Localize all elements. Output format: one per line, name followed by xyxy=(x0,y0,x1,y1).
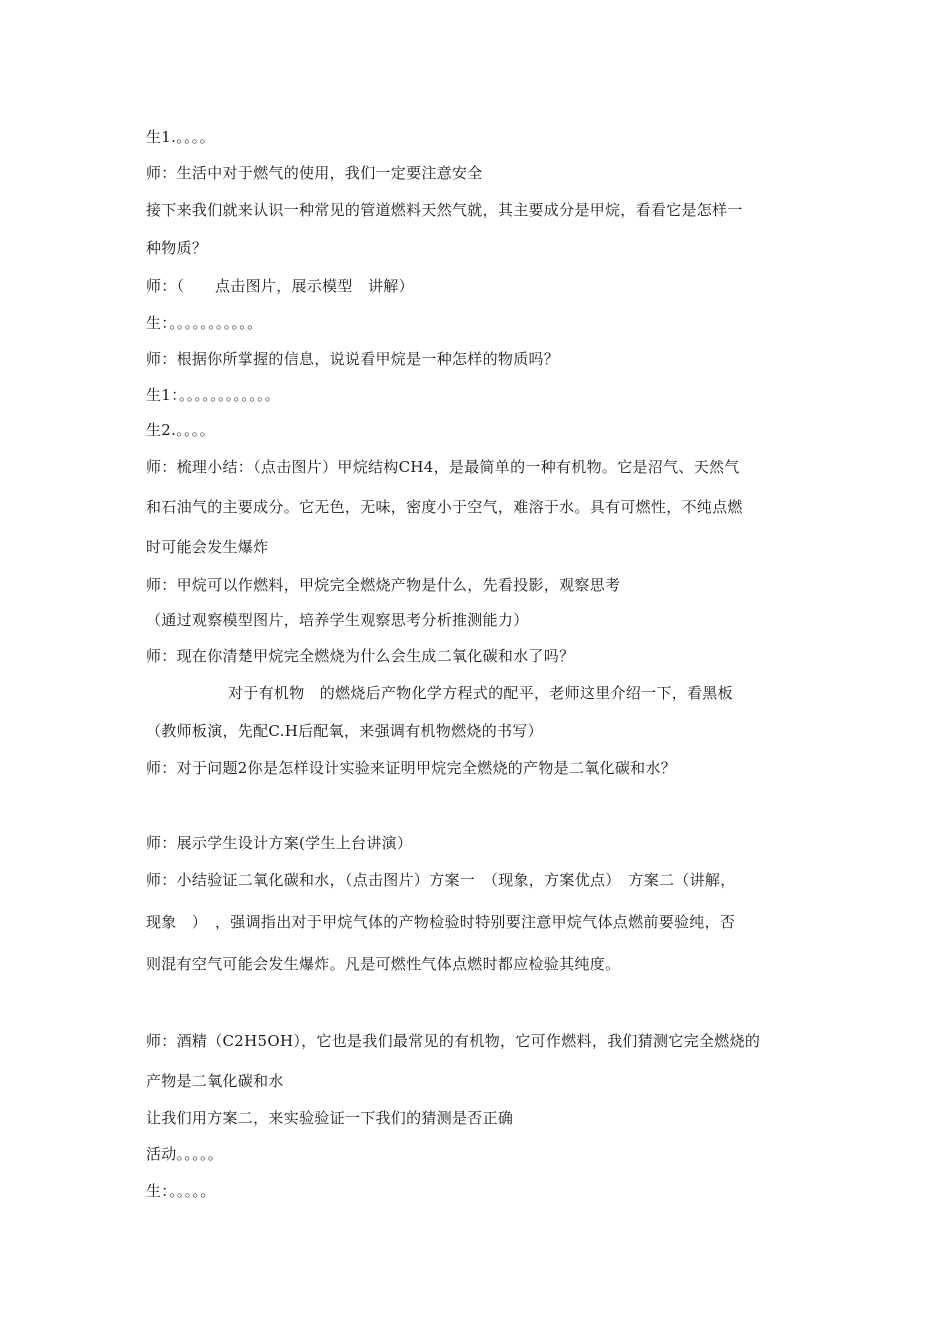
text-line: 师：对于问题2你是怎样设计实验来证明甲烷完全燃烧的产物是二氧化碳和水？ xyxy=(146,759,677,777)
text-line: （教师板演，先配C.H后配氧，来强调有机物燃烧的书写） xyxy=(146,722,543,740)
text-line: 则混有空气可能会发生爆炸。凡是可燃性气体点燃时都应检验其纯度。 xyxy=(146,955,621,973)
text-line: （通过观察模型图片，培养学生观察思考分析推测能力） xyxy=(146,611,529,629)
text-line: 时可能会发生爆炸 xyxy=(146,538,269,556)
text-line: 师：展示学生设计方案(学生上台讲演） xyxy=(146,834,413,852)
text-line: 师：小结验证二氧化碳和水，（点击图片）方案一 （现象，方案优点） 方案二（讲解， xyxy=(146,871,736,889)
text-line: 师：现在你清楚甲烷完全燃烧为什么会生成二氧化碳和水了吗？ xyxy=(146,647,575,665)
text-line: 让我们用方案二，来实验验证一下我们的猜测是否正确 xyxy=(146,1109,514,1127)
text-line: 师：酒精（C2H5OH），它也是我们最常见的有机物，它可作燃料，我们猜测它完全燃烧的 xyxy=(146,1032,761,1050)
text-line: 生：。。。。。。。。。。。 xyxy=(146,314,263,332)
text-line: 师：（ 点击图片，展示模型 讲解） xyxy=(146,277,414,295)
text-line: 师：甲烷可以作燃料，甲烷完全燃烧产物是什么，先看投影，观察思考 xyxy=(146,576,621,594)
text-line: 接下来我们就来认识一种常见的管道燃料天然气就，其主要成分是甲烷，看看它是怎样一 xyxy=(146,201,743,219)
text-line: 生1：。。。。。。。。。。。。 xyxy=(146,386,281,404)
text-line: 活动。。。。。 xyxy=(146,1145,224,1163)
text-line: 种物质？ xyxy=(146,239,208,257)
text-line: 生2.。。。。 xyxy=(146,421,215,439)
text-line: 生：。。。。。 xyxy=(146,1182,216,1200)
text-line: 生1.。。。。 xyxy=(146,128,215,146)
text-line: 师：生活中对于燃气的使用，我们一定要注意安全 xyxy=(146,164,483,182)
text-line: 产物是二氧化碳和水 xyxy=(146,1072,284,1090)
text-line: 现象 ） ，强调指出对于甲烷气体的产物检验时特别要注意甲烷气体点燃前要验纯，否 xyxy=(146,913,736,931)
text-line: 师：梳理小结：（点击图片）甲烷结构CH4，是最简单的一种有机物。它是沼气、天然气 xyxy=(146,458,740,476)
text-line: 和石油气的主要成分。它无色，无味，密度小于空气，难溶于水。具有可燃性，不纯点燃 xyxy=(146,498,743,516)
text-line: 对于有机物 的燃烧后产物化学方程式的配平，老师这里介绍一下，看黑板 xyxy=(228,684,733,702)
text-line: 师：根据你所掌握的信息，说说看甲烷是一种怎样的物质吗？ xyxy=(146,350,560,368)
